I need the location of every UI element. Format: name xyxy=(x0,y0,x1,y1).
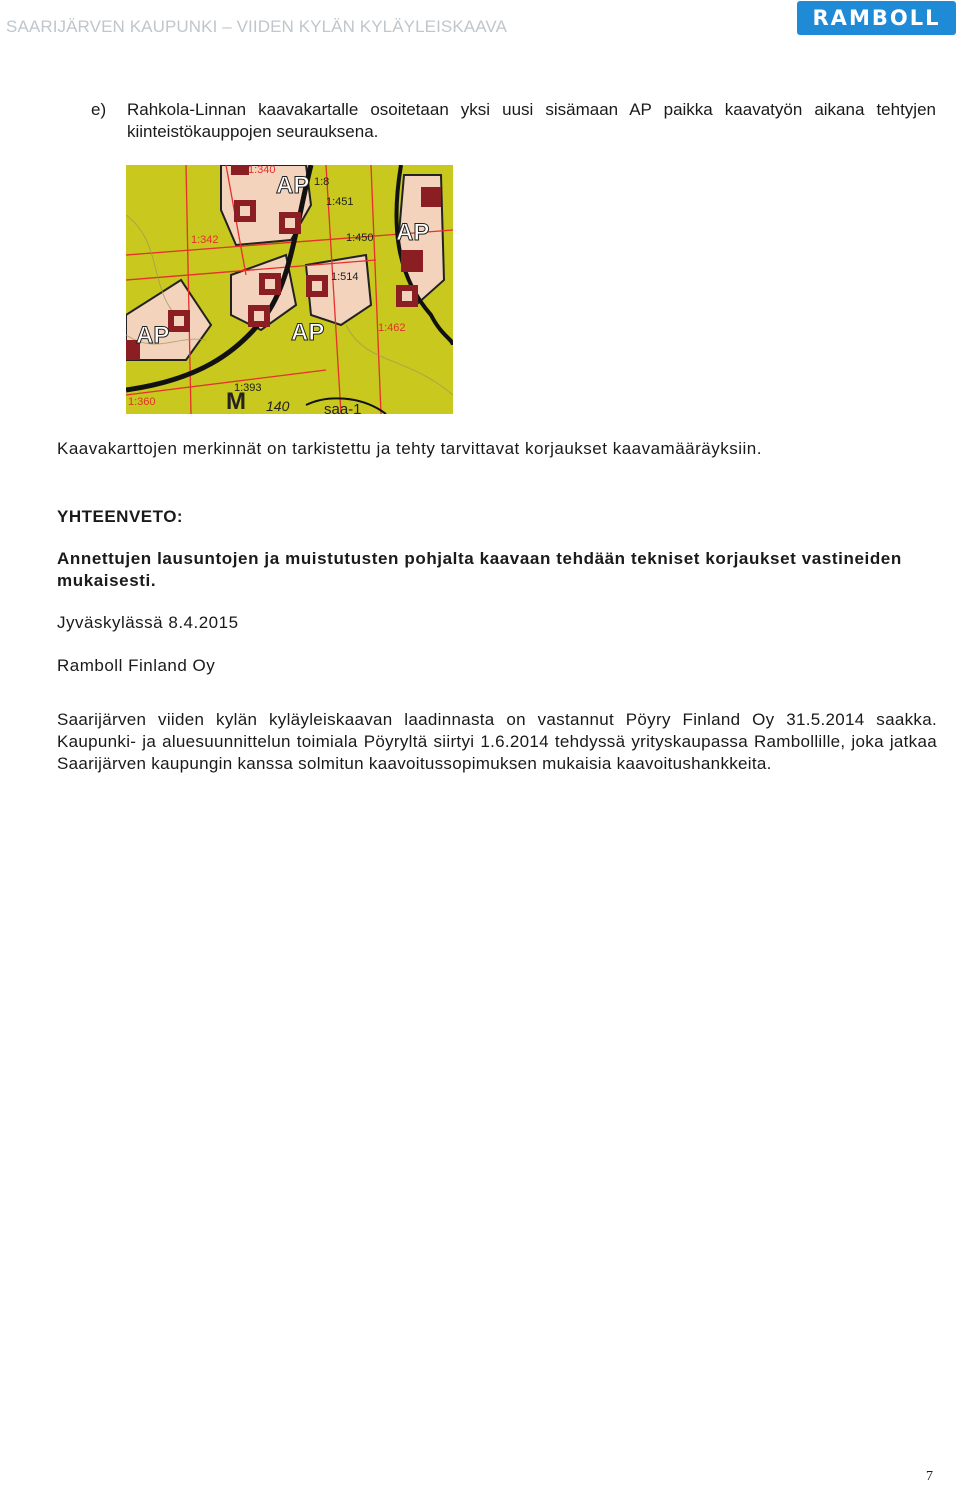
map-label: 1:342 xyxy=(191,234,219,246)
page-number: 7 xyxy=(926,1469,933,1484)
place-date: Jyväskylässä 8.4.2015 xyxy=(57,613,239,632)
map-label: AP xyxy=(396,219,430,246)
map-label: AP xyxy=(291,319,325,346)
document-header-title: SAARIJÄRVEN KAUPUNKI – VIIDEN KYLÄN KYLÄYLEISKAAVA xyxy=(6,17,508,36)
map-label: 1:8 xyxy=(314,176,330,188)
map-label: 1:360 xyxy=(128,396,156,408)
map-label: AP xyxy=(276,172,310,199)
zoning-map-excerpt xyxy=(126,165,453,414)
map-label: AP xyxy=(136,322,170,349)
map-label: M xyxy=(226,388,246,414)
map-label: 1:393 xyxy=(234,382,262,394)
map-label: 1:450 xyxy=(346,232,374,244)
list-marker: e) xyxy=(91,100,107,119)
map-label: saa-1 xyxy=(324,401,362,414)
ramboll-logo: RAMBOLL xyxy=(797,1,956,35)
zoning-map-graphic xyxy=(126,165,453,414)
summary-text: Annettujen lausuntojen ja muistutusten pohjalta kaavaan tehdään tekniset korjaukset vastineiden mukaisesti. xyxy=(57,549,902,590)
company-name: Ramboll Finland Oy xyxy=(57,656,216,675)
map-label: 140 xyxy=(266,398,290,414)
map-label: 1:340 xyxy=(248,165,276,176)
map-label: 1:462 xyxy=(378,322,406,334)
list-item-text: Rahkola-Linnan kaavakartalle osoitetaan yksi uusi sisämaan AP paikka kaavatyön aikana tehtyjen kiinteistökauppojen seurauksena. xyxy=(127,100,936,141)
map-label: 1:451 xyxy=(326,196,354,208)
summary-heading: YHTEENVETO: xyxy=(57,507,184,526)
map-label: 1:514 xyxy=(331,271,359,283)
list-item-e xyxy=(91,99,936,143)
footer-paragraph: Saarijärven viiden kylän kyläyleiskaavan laadinnasta on vastannut Pöyry Finland Oy 31.5.2014 saakka. Kaupunki- ja aluesuunnittelun toimiala Pöyryltä siirtyi 1.6.2014 tehdyssä yrityskaupassa Rambollille, joka jatkaa Saarijärven kaupungin kanssa solmitun kaavoitussopimuksen mukaisia kaavoitushankkeita. xyxy=(57,710,937,773)
paragraph-map-corrections: Kaavakarttojen merkinnät on tarkistettu ja tehty tarvittavat korjaukset kaavamääräyksiin. xyxy=(57,439,762,458)
